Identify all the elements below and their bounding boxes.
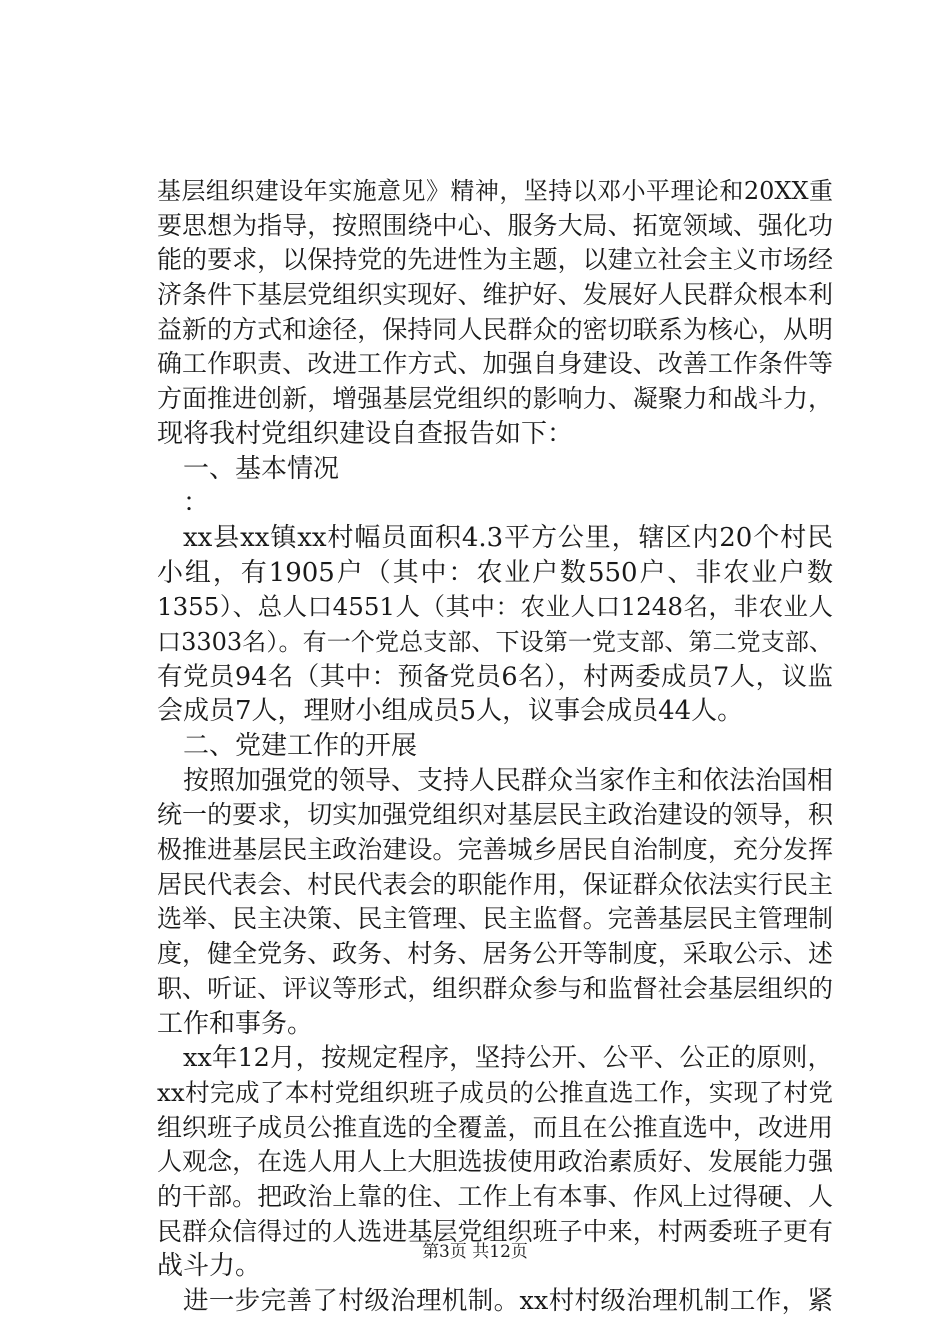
text-line: 战斗力。: [157, 1251, 262, 1282]
document-body: [157, 174, 833, 1319]
text-line: 能的要求，以保持党的先进性为主题，以建立社会主义市场经: [157, 245, 833, 275]
text-line: 益新的方式和途径，保持同人民群众的密切联系为核心，从明: [157, 314, 833, 344]
paragraph-intro: [157, 174, 833, 452]
text-line: 的干部。把政治上靠的住、工作上有本事、作风上过得硬、人: [157, 1181, 833, 1211]
text-line: 职、听证、评议等形式，组织群众参与和监督社会基层组织的: [157, 973, 833, 1003]
colon-line: ：: [183, 488, 210, 519]
paragraph-party-work: [157, 764, 833, 1042]
text-line: 济条件下基层党组织实现好、维护好、发展好人民群众根本利: [157, 280, 833, 310]
text-line: 进一步完善了村级治理机制。xx村村级治理机制工作，紧: [183, 1286, 833, 1316]
text-line: 要思想为指导，按照围绕中心、服务大局、拓宽领域、强化功: [157, 210, 833, 240]
text-line: xx年12月，按规定程序，坚持公开、公平、公正的原则，: [183, 1043, 833, 1074]
text-line: 选举、民主决策、民主管理、民主监督。完善基层民主管理制: [157, 904, 833, 934]
text-line: xx村完成了本村党组织班子成员的公推直选工作，实现了村党: [157, 1077, 833, 1107]
section-heading-basic: 一、基本情况: [183, 453, 340, 484]
text-line: 现将我村党组织建设自查报告如下：: [157, 418, 574, 449]
text-line: 组织班子成员公推直选的全覆盖，而且在公推直选中，改进用: [157, 1112, 833, 1142]
text-line: 居民代表会、村民代表会的职能作用，保证群众依法实行民主: [157, 869, 833, 899]
text-line: 口3303名）。有一个党总支部、下设第一党支部、第二党支部、: [157, 627, 833, 656]
page-footer: 第3页 共12页: [422, 1242, 528, 1262]
text-line: 会成员7人，理财小组成员5人，议事会成员44人。: [157, 696, 744, 727]
text-line: 度，健全党务、政务、村务、居务公开等制度，采取公示、述: [157, 939, 833, 969]
paragraph-governance: [157, 1284, 833, 1319]
text-line: 工作和事务。: [157, 1008, 314, 1039]
text-line: 极推进基层民主政治建设。完善城乡居民自治制度，充分发挥: [157, 835, 833, 865]
paragraph-basic-info: [157, 521, 833, 729]
text-line: 民群众信得过的人选进基层党组织班子中来，村两委班子更有: [157, 1216, 833, 1246]
text-line: 小组，有1905户（其中：农业户数550户、非农业户数: [157, 557, 833, 588]
text-line: 按照加强党的领导、支持人民群众当家作主和依法治国相: [183, 765, 834, 796]
text-line: 基层组织建设年实施意见》精神，坚持以邓小平理论和20XX重: [157, 177, 833, 205]
text-line: 1355）、总人口4551人（其中：农业人口1248名，非农业人: [157, 592, 833, 622]
section-heading-party-work: 二、党建工作的开展: [183, 731, 418, 761]
text-line: 统一的要求，切实加强党组织对基层民主政治建设的领导，积: [157, 800, 833, 830]
text-line: xx县xx镇xx村幅员面积4.3平方公里，辖区内20个村民: [183, 522, 833, 553]
text-line: 人观念，在选人用人上大胆选拔使用政治素质好、发展能力强: [157, 1147, 833, 1177]
text-line: 确工作职责、改进工作方式、加强自身建设、改善工作条件等: [157, 349, 833, 379]
text-line: 方面推进创新，增强基层党组织的影响力、凝聚力和战斗力，: [157, 384, 833, 414]
text-line: 有党员94名（其中：预备党员6名），村两委成员7人，议监: [157, 661, 833, 692]
